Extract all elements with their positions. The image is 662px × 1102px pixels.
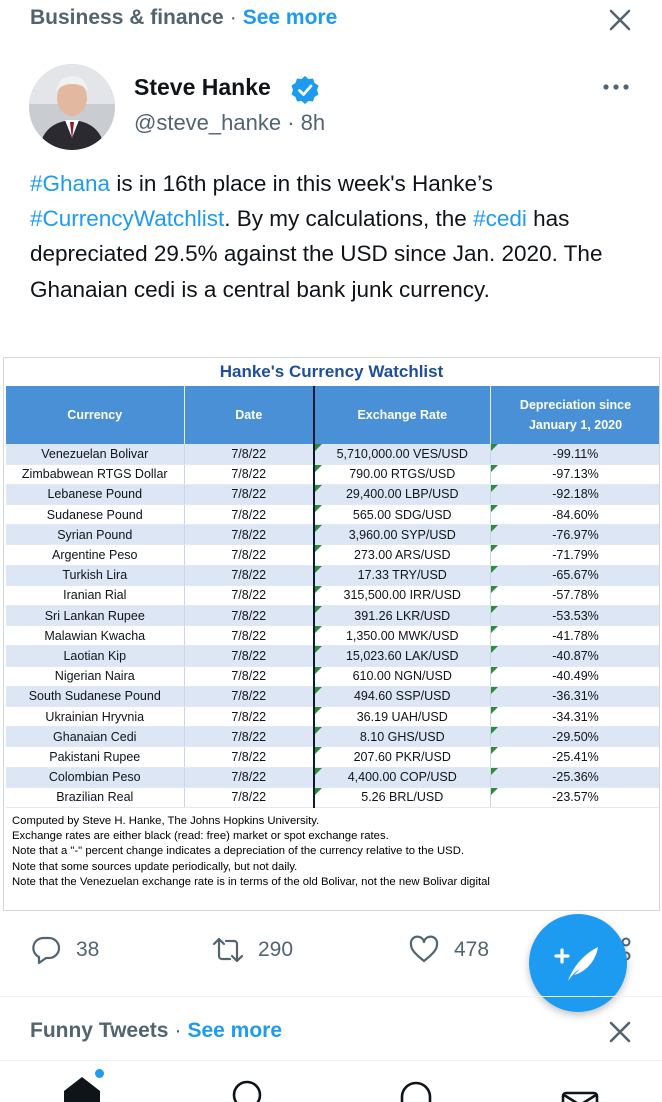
- cell-flag-marker: [491, 566, 498, 573]
- cell-exchange-rate: 5,710,000.00 VES/USD: [314, 444, 490, 464]
- cell-depreciation: -40.87%: [490, 646, 660, 666]
- hashtag-cedi[interactable]: #cedi: [473, 206, 527, 232]
- tweet-time[interactable]: 8h: [300, 110, 326, 135]
- compose-tweet-button[interactable]: [529, 914, 627, 1012]
- table-row: [6, 505, 660, 525]
- cell-date: 7/8/22: [184, 585, 314, 605]
- cell-currency: Ghanaian Cedi: [6, 727, 184, 747]
- cell-currency: Malawian Kwacha: [6, 626, 184, 646]
- like-count: 478: [454, 938, 490, 961]
- handle-line: [134, 110, 325, 136]
- cell-exchange-rate: 273.00 ARS/USD: [314, 545, 490, 565]
- cell-date: 7/8/22: [184, 787, 314, 807]
- header-depreciation-line1: Depreciation since: [519, 398, 632, 412]
- currency-watchlist-table: [6, 386, 660, 808]
- cell-date: 7/8/22: [184, 505, 314, 525]
- cell-flag-marker: [315, 747, 322, 754]
- tweet-media-image[interactable]: [3, 357, 660, 911]
- cell-date: 7/8/22: [184, 727, 314, 747]
- table-row: [6, 444, 660, 464]
- cell-date: 7/8/22: [184, 686, 314, 706]
- table-row: [6, 787, 660, 807]
- cell-depreciation: -53.53%: [490, 606, 660, 626]
- table-row: [6, 767, 660, 787]
- cell-flag-marker: [491, 727, 498, 734]
- table-row: [6, 666, 660, 686]
- cell-depreciation: -92.18%: [490, 484, 660, 504]
- watchlist-note: Note that some sources update periodically, but not daily.: [12, 860, 298, 873]
- cell-currency: Zimbabwean RTGS Dollar: [6, 464, 184, 484]
- cell-flag-marker: [491, 707, 498, 714]
- cell-exchange-rate: 610.00 NGN/USD: [314, 666, 490, 686]
- cell-flag-marker: [491, 465, 498, 472]
- cell-exchange-rate: 207.60 PKR/USD: [314, 747, 490, 767]
- cell-flag-marker: [315, 586, 322, 593]
- cell-date: 7/8/22: [184, 464, 314, 484]
- cell-flag-marker: [315, 566, 322, 573]
- cell-currency: Iranian Rial: [6, 585, 184, 605]
- topic-header: [0, 0, 662, 40]
- cell-flag-marker: [315, 687, 322, 694]
- cell-flag-marker: [491, 444, 498, 451]
- envelope-icon[interactable]: [558, 1069, 602, 1102]
- cell-flag-marker: [315, 768, 322, 775]
- cell-depreciation: -29.50%: [490, 727, 660, 747]
- table-row: [6, 606, 660, 626]
- avatar-portrait-image: [29, 64, 115, 150]
- close-icon[interactable]: [604, 1016, 636, 1048]
- cell-date: 7/8/22: [184, 484, 314, 504]
- cell-currency: Lebanese Pound: [6, 484, 184, 504]
- cell-exchange-rate: 5.26 BRL/USD: [314, 787, 490, 807]
- cell-exchange-rate: 4,400.00 COP/USD: [314, 767, 490, 787]
- header-exchange-rate: Exchange Rate: [314, 386, 490, 444]
- cell-flag-marker: [491, 747, 498, 754]
- cell-flag-marker: [315, 626, 322, 633]
- cell-exchange-rate: 17.33 TRY/USD: [314, 565, 490, 585]
- cell-date: 7/8/22: [184, 606, 314, 626]
- cell-depreciation: -84.60%: [490, 505, 660, 525]
- retweet-count: 290: [258, 938, 294, 961]
- cell-currency: Sri Lankan Rupee: [6, 606, 184, 626]
- cell-flag-marker: [491, 606, 498, 613]
- tweet-text-part: has depreciated 29.5% against the USD since Jan. 2020. The Ghanaian cedi is a central bank junk currency.: [30, 206, 603, 302]
- topic-title-line: [30, 6, 337, 30]
- cell-exchange-rate: 8.10 GHS/USD: [314, 727, 490, 747]
- cell-flag-marker: [315, 485, 322, 492]
- cell-currency: Ukrainian Hryvnia: [6, 706, 184, 726]
- cell-exchange-rate: 1,350.00 MWK/USD: [314, 626, 490, 646]
- cell-depreciation: -97.13%: [490, 464, 660, 484]
- cell-flag-marker: [491, 687, 498, 694]
- cell-depreciation: -25.41%: [490, 747, 660, 767]
- search-icon[interactable]: [226, 1069, 270, 1102]
- heart-icon: [408, 934, 440, 966]
- cell-exchange-rate: 36.19 UAH/USD: [314, 706, 490, 726]
- cell-depreciation: -23.57%: [490, 787, 660, 807]
- cell-flag-marker: [491, 525, 498, 532]
- cell-currency: Nigerian Naira: [6, 666, 184, 686]
- table-row: [6, 727, 660, 747]
- cell-exchange-rate: 565.00 SDG/USD: [314, 505, 490, 525]
- retweet-icon: [210, 934, 246, 966]
- table-row: [6, 706, 660, 726]
- cell-exchange-rate: 315,500.00 IRR/USD: [314, 585, 490, 605]
- watchlist-note: Exchange rates are either black (read: free) market or spot exchange rates.: [12, 830, 389, 843]
- next-topic-see-more-link[interactable]: See more: [187, 1019, 283, 1042]
- cell-depreciation: -65.67%: [490, 565, 660, 585]
- reply-count: 38: [76, 938, 100, 961]
- author-handle[interactable]: @steve_hanke: [134, 110, 282, 135]
- tweet-text-part: . By my calculations, the: [224, 206, 474, 232]
- cell-flag-marker: [491, 667, 498, 674]
- hashtag-ghana[interactable]: #Ghana: [30, 171, 111, 196]
- cell-currency: Colombian Peso: [6, 767, 184, 787]
- table-row: [6, 484, 660, 504]
- header-currency: Currency: [6, 386, 184, 444]
- cell-depreciation: -41.78%: [490, 626, 660, 646]
- hashtag-currencywatchlist[interactable]: #CurrencyWatchlist: [30, 206, 225, 232]
- watchlist-notes: [12, 814, 652, 890]
- cell-exchange-rate: 29,400.00 LBP/USD: [314, 484, 490, 504]
- cell-date: 7/8/22: [184, 626, 314, 646]
- cell-depreciation: -76.97%: [490, 525, 660, 545]
- table-row: [6, 525, 660, 545]
- cell-flag-marker: [315, 646, 322, 653]
- cell-currency: Venezuelan Bolivar: [6, 444, 184, 464]
- topic-separator: ·: [229, 6, 237, 29]
- cell-depreciation: -99.11%: [490, 444, 660, 464]
- cell-date: 7/8/22: [184, 444, 314, 464]
- cell-flag-marker: [491, 626, 498, 633]
- table-row: [6, 565, 660, 585]
- avatar[interactable]: [29, 64, 115, 150]
- cell-flag-marker: [315, 545, 322, 552]
- home-notification-dot: [95, 1069, 104, 1078]
- bell-icon[interactable]: [394, 1069, 438, 1102]
- table-row: [6, 747, 660, 767]
- watchlist-title: Hanke's Currency Watchlist: [219, 362, 444, 381]
- cell-currency: Turkish Lira: [6, 565, 184, 585]
- cell-depreciation: -34.31%: [490, 706, 660, 726]
- table-row: [6, 464, 660, 484]
- tweet-text-part: is in 16th place in this week's Hanke’s: [110, 171, 493, 196]
- cell-exchange-rate: 494.60 SSP/USD: [314, 686, 490, 706]
- topic-title: Business & finance: [30, 6, 224, 29]
- bottom-navigation: [0, 1060, 662, 1102]
- cell-depreciation: -25.36%: [490, 767, 660, 787]
- table-row: [6, 626, 660, 646]
- next-topic-title: Funny Tweets: [30, 1019, 169, 1042]
- cell-date: 7/8/22: [184, 525, 314, 545]
- compose-feather-icon: [552, 941, 604, 985]
- cell-flag-marker: [315, 667, 322, 674]
- cell-date: 7/8/22: [184, 646, 314, 666]
- cell-currency: Pakistani Rupee: [6, 747, 184, 767]
- header-depreciation: [490, 386, 660, 444]
- cell-currency: Sudanese Pound: [6, 505, 184, 525]
- cell-exchange-rate: 3,960.00 SYP/USD: [314, 525, 490, 545]
- verified-badge-icon: [289, 74, 321, 106]
- cell-flag-marker: [315, 465, 322, 472]
- cell-currency: Laotian Kip: [6, 646, 184, 666]
- reply-action[interactable]: [30, 934, 120, 968]
- cell-flag-marker: [315, 788, 322, 795]
- cell-date: 7/8/22: [184, 666, 314, 686]
- table-row: [6, 585, 660, 605]
- table-row: [6, 646, 660, 666]
- cell-flag-marker: [315, 505, 322, 512]
- reply-icon: [30, 934, 62, 966]
- retweet-action[interactable]: [210, 934, 320, 968]
- cell-currency: Syrian Pound: [6, 525, 184, 545]
- cell-flag-marker: [315, 707, 322, 714]
- watchlist-note: Note that a "-" percent change indicates a depreciation of the currency relative to the USD.: [12, 845, 464, 858]
- table-header-row: [6, 386, 660, 444]
- cell-exchange-rate: 15,023.60 LAK/USD: [314, 646, 490, 666]
- next-topic-separator: ·: [174, 1019, 182, 1042]
- cell-date: 7/8/22: [184, 565, 314, 585]
- tweet-text: [30, 166, 640, 307]
- cell-flag-marker: [491, 768, 498, 775]
- watchlist-note: Computed by Steve H. Hanke, The Johns Hopkins University.: [12, 815, 320, 827]
- cell-date: 7/8/22: [184, 767, 314, 787]
- cell-flag-marker: [491, 586, 498, 593]
- more-dots-icon[interactable]: [600, 76, 632, 98]
- next-topic-header: [30, 1019, 282, 1043]
- see-more-link[interactable]: See more: [242, 6, 338, 29]
- cell-flag-marker: [491, 788, 498, 795]
- handle-separator: ·: [287, 110, 295, 135]
- feed-divider: [0, 996, 662, 997]
- cell-currency: South Sudanese Pound: [6, 686, 184, 706]
- cell-date: 7/8/22: [184, 545, 314, 565]
- header-depreciation-line2: January 1, 2020: [528, 418, 623, 432]
- author-name[interactable]: Steve Hanke: [134, 74, 271, 100]
- cell-depreciation: -40.49%: [490, 666, 660, 686]
- table-row: [6, 545, 660, 565]
- cell-flag-marker: [315, 444, 322, 451]
- cell-date: 7/8/22: [184, 706, 314, 726]
- cell-depreciation: -36.31%: [490, 686, 660, 706]
- cell-flag-marker: [491, 505, 498, 512]
- header-date: Date: [184, 386, 314, 444]
- cell-flag-marker: [315, 606, 322, 613]
- cell-exchange-rate: 790.00 RTGS/USD: [314, 464, 490, 484]
- cell-depreciation: -57.78%: [490, 585, 660, 605]
- cell-currency: Brazilian Real: [6, 787, 184, 807]
- close-icon[interactable]: [604, 4, 636, 36]
- cell-flag-marker: [491, 485, 498, 492]
- cell-date: 7/8/22: [184, 747, 314, 767]
- cell-flag-marker: [491, 545, 498, 552]
- cell-flag-marker: [315, 727, 322, 734]
- table-body: [6, 444, 660, 807]
- cell-flag-marker: [315, 525, 322, 532]
- like-action[interactable]: [408, 934, 508, 968]
- cell-flag-marker: [491, 646, 498, 653]
- cell-depreciation: -71.79%: [490, 545, 660, 565]
- table-row: [6, 686, 660, 706]
- cell-exchange-rate: 391.26 LKR/USD: [314, 606, 490, 626]
- cell-currency: Argentine Peso: [6, 545, 184, 565]
- watchlist-note: Note that the Venezuelan exchange rate is in terms of the old Bolivar, not the new Bolivar digital: [12, 875, 490, 888]
